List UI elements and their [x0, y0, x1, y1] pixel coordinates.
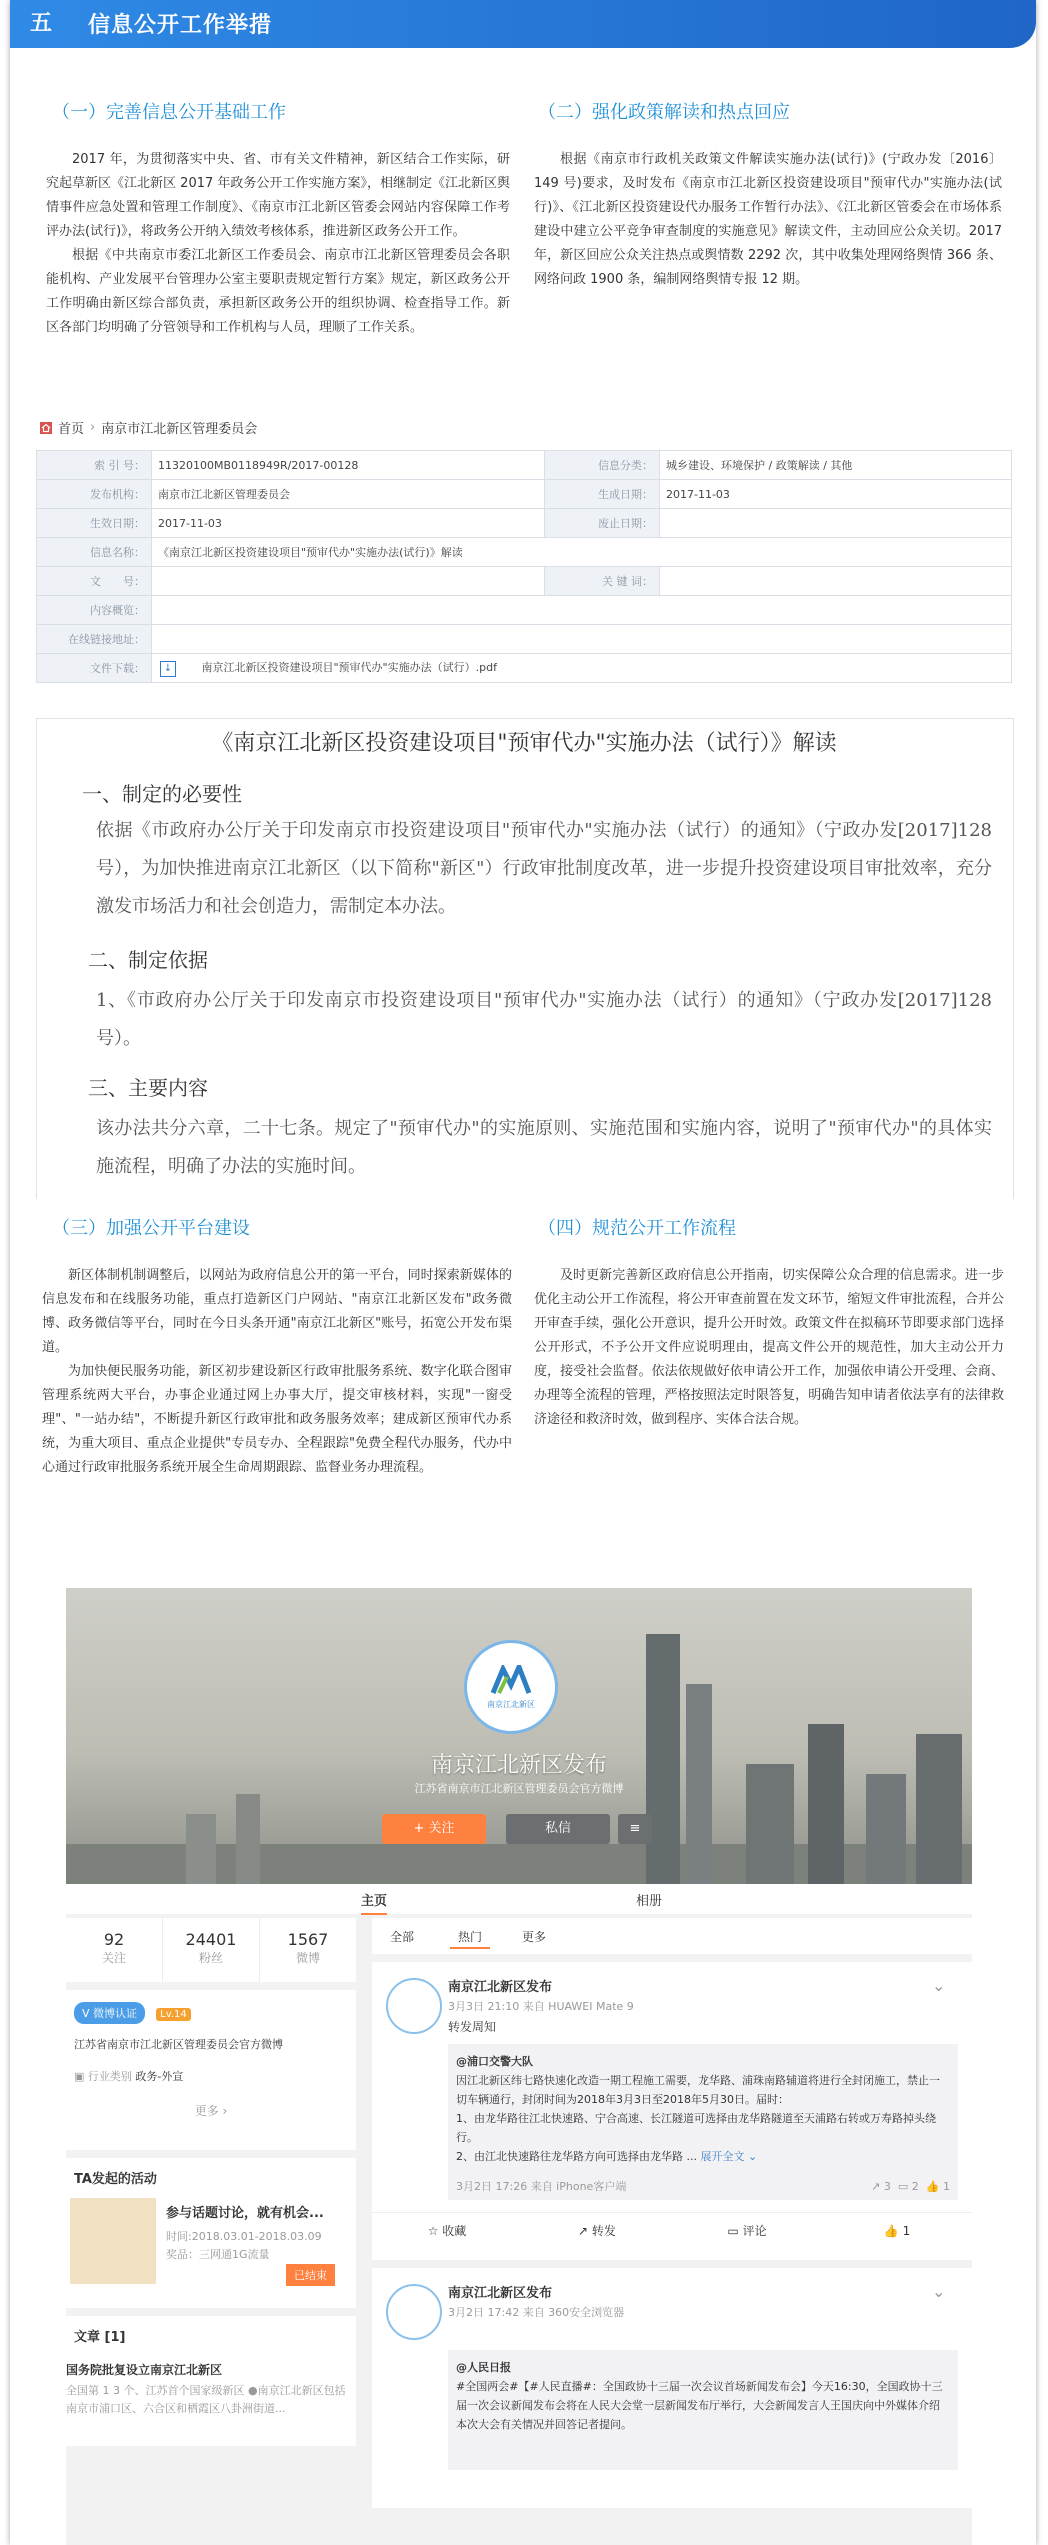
expand-link[interactable]: 展开全文 ⌄: [700, 2150, 758, 2163]
channel-label: 在线链接地址：: [37, 625, 152, 654]
activity-title: TA发起的活动: [74, 2172, 157, 2187]
stat-value: 1567: [287, 1930, 329, 1949]
article-text: 全国第 1 3 个、江苏首个国家级新区 ●南京江北新区包括南京市浦口区、六合区和栖霞区八卦洲街道...: [66, 2384, 346, 2415]
weibo-logo: [464, 1640, 558, 1734]
weibo-post: [372, 1962, 972, 2260]
subsection-2-body: [534, 148, 1002, 292]
breadcrumb: [40, 418, 257, 437]
verify-text: 江苏省南京市江北新区管理委员会官方微博: [74, 2038, 283, 2051]
interpretation-heading-1: 一、制定的必要性: [82, 782, 242, 806]
activity-image: [70, 2198, 156, 2284]
activity-date: 时间:2018.03.01-2018.03.09: [166, 2230, 322, 2243]
home-icon: [40, 422, 52, 434]
interpretation-paragraph-1: 依据《市政府办公厅关于印发南京市投资建设项目"预审代办"实施办法（试行）的通知》（宁政办发[2017]128号），为加快推进南京江北新区（以下简称"新区"）行政审批制度改革，进一步提升投资建设项目审批效率，充分激发市场活力和社会创造力，需制定本办法。: [96, 820, 992, 917]
comment-label: 评论: [742, 2224, 767, 2238]
gen-date-label: 生成日期：: [545, 480, 660, 509]
table-row: [37, 567, 1012, 596]
chevron-right-icon: ›: [90, 420, 96, 435]
file-cell: [152, 654, 1012, 683]
gen-date-value: 2017-11-03: [660, 480, 1012, 509]
tab-home[interactable]: 主页: [361, 1890, 387, 1915]
article-name[interactable]: 国务院批复设立南京江北新区: [66, 2363, 223, 2377]
breadcrumb-current[interactable]: 南京市江北新区管理委员会: [101, 422, 258, 437]
article-card: [66, 2316, 356, 2446]
weibo-screenshot: [66, 1588, 972, 2545]
tab-album[interactable]: 相册: [636, 1894, 663, 1909]
message-button[interactable]: 私信: [506, 1814, 610, 1844]
weibo-account-desc: 江苏省南京市江北新区管理委员会官方微博: [414, 1782, 624, 1795]
subsection-2-title: （二）强化政策解读和热点回应: [538, 102, 790, 123]
activity-status: 已结束: [286, 2264, 335, 2286]
repost-label: 转发: [591, 2224, 616, 2238]
filter-more[interactable]: 更多: [522, 1930, 547, 1944]
chevron-down-icon[interactable]: ⌄: [932, 2282, 946, 2301]
file-download-link[interactable]: 南京江北新区投资建设项目"预审代办"实施办法（试行）.pdf: [201, 661, 497, 674]
eff-date-label: 生效日期：: [37, 509, 152, 538]
info-meta-table: [36, 450, 1012, 683]
industry-label: 行业类别: [87, 2070, 132, 2083]
industry-row: [74, 2068, 348, 2084]
category-label: 信息分类：: [545, 451, 660, 480]
repost-button[interactable]: ↗ 转发: [578, 2224, 616, 2238]
stat-value: 24401: [185, 1930, 237, 1949]
stat-label: 关注: [101, 1951, 126, 1965]
filter-hot[interactable]: 热门: [450, 1926, 490, 1949]
retweet-time: 3月2日 17:26 来自 iPhone客户端: [456, 2180, 627, 2193]
post-author[interactable]: 南京江北新区发布: [448, 1980, 553, 1995]
interpretation-heading-2: 二、制定依据: [88, 948, 208, 972]
subsection-3-title: （三）加强公开平台建设: [52, 1218, 250, 1239]
retweet-text: #全国两会#【#人民直播#：全国政协十三届一次会议首场新闻发布会】今天16:30，全国政协十三届一次会议新闻发布会将在人民大会堂一层新闻发布厅举行，大会新闻发言人王国庆向中外媒体介绍本次大会有关情况并回答记者提问。: [456, 2380, 943, 2431]
paragraph: 2017 年，为贯彻落实中央、省、市有关文件精神，新区结合工作实际，研究起草新区《江北新区 2017 年政务公开工作实施方案》，相继制定《江北新区舆情事件应急处置和管理工作制度》、《南京市江北新区管委会网站内容保障工作考评办法(试行)》，将政务公开纳入绩效考核体系，推进新区政务公开工作。: [46, 152, 510, 239]
menu-button[interactable]: ≡: [618, 1814, 652, 1844]
interpretation-paragraph-2: 1、《市政府办公厅关于印发南京市投资建设项目"预审代办"实施办法（试行）的通知》（宁政办发[2017]128号）。: [96, 990, 992, 1049]
retweet-box: [448, 2044, 958, 2200]
channel-value: [152, 625, 1012, 654]
building: [186, 1814, 216, 1884]
post-time: 3月2日 17:42 来自 360安全浏览器: [448, 2306, 625, 2319]
stat-value: 92: [103, 1930, 125, 1949]
avatar[interactable]: [386, 2284, 442, 2340]
name-label: 信息名称：: [37, 538, 152, 567]
keyword-label: 关 键 词：: [545, 567, 660, 596]
exp-date-value: [660, 509, 1012, 538]
section-header: [10, 0, 1036, 48]
weibo-post: [372, 2268, 972, 2508]
stat-posts[interactable]: [259, 1918, 356, 1982]
more-link[interactable]: 更多 ›: [194, 2104, 228, 2118]
weibo-feed: [372, 1918, 972, 2516]
retweet-line-1: 1、由龙华路往江北快速路、宁合高速、长江隧道可选择由龙华路隧道至天浦路右转或万寿路掉头绕行。: [456, 2112, 936, 2144]
paragraph: 根据《中共南京市委江北新区工作委员会、南京市江北新区管理委员会各职能机构、产业发展平台管理办公室主要职责规定暂行方案》规定，新区政务公开工作明确由新区综合部负责，承担新区政务公开的组织协调、检查指导工作。新区各部门均明确了分管领导和工作机构与人员，理顺了工作关系。: [46, 248, 510, 335]
eff-date-value: 2017-11-03: [152, 509, 545, 538]
retweet-line-2: [456, 2147, 950, 2166]
stat-label: 粉丝: [198, 1951, 223, 1965]
section-number: 五: [30, 11, 53, 36]
comment-count: 2: [911, 2180, 919, 2193]
interpretation-paragraph-3: 该办法共分六章，二十七条。规定了"预审代办"的实施原则、实施范围和实施内容，说明了"预审代办"的具体实施流程，明确了办法的实施时间。: [96, 1118, 992, 1177]
stat-fans[interactable]: [162, 1918, 259, 1982]
interpretation-heading-3: 三、主要内容: [88, 1076, 208, 1100]
interpretation-title: 《南京江北新区投资建设项目"预审代办"实施办法（试行）》解读: [211, 731, 837, 756]
avatar[interactable]: [386, 1978, 442, 2034]
weibo-cover: [66, 1588, 972, 1884]
org-value: 南京市江北新区管理委员会: [152, 480, 545, 509]
subsection-1-body: [46, 148, 510, 340]
post-text: 转发周知: [448, 2020, 497, 2034]
activity-prize: 奖品：三网通1G流量: [166, 2248, 270, 2261]
stat-label: 微博: [295, 1951, 320, 1965]
paragraph: 为加快便民服务功能，新区初步建设新区行政审批服务系统、数字化联合图审管理系统两大平台，办事企业通过网上办事大厅，提交审核材料，实现"一窗受理"、"一站办结"，不断提升新区行政审批和政务服务效率；建成新区预审代办系统，为重大项目、重点企业提供"专员专办、全程跟踪"免费全程代办服务，代办中心通过行政审批服务系统开展全生命周期跟踪、监督业务办理流程。: [42, 1364, 512, 1475]
retweet-text: 因江北新区纬七路快速化改造一期工程施工需要，龙华路、浦珠南路辅道将进行全封闭施工，禁止一切车辆通行，封闭时间为2018年3月3日至2018年5月30日。届时：: [456, 2074, 940, 2106]
activity-name[interactable]: 参与话题讨论，就有机会...: [166, 2206, 324, 2221]
table-row: [37, 480, 1012, 509]
chevron-down-icon[interactable]: ⌄: [932, 1976, 946, 1995]
article-title: 文章 [1]: [74, 2330, 126, 2345]
weibo-tabs: [66, 1884, 972, 1914]
post-time: 3月3日 21:10 来自 HUAWEI Mate 9: [448, 2000, 634, 2013]
share-icon[interactable]: ↗: [871, 2180, 881, 2193]
table-row: [37, 538, 1012, 567]
stats-card: [66, 1918, 356, 1982]
collect-label: 收藏: [442, 2224, 467, 2238]
index-label: 索 引 号：: [37, 451, 152, 480]
download-icon[interactable]: ↓: [160, 661, 176, 677]
comment-icon[interactable]: ▭: [897, 2180, 909, 2193]
table-row: [37, 451, 1012, 480]
collect-button[interactable]: ☆ 收藏: [427, 2224, 467, 2238]
weibo-account-name: 南京江北新区发布: [430, 1753, 607, 1778]
paragraph: 新区体制机制调整后，以网站为政府信息公开的第一平台，同时探索新媒体的信息发布和在线服务功能，重点打造新区门户网站、"南京江北新区发布"政务微博、政务微信等平台，同时在今日头条开通"南京江北新区"账号，拓宽公开发布渠道。: [42, 1268, 512, 1355]
level-badge: Lv.14: [156, 2008, 191, 2021]
feed-filter-bar: [372, 1918, 972, 1954]
retweet-counts: [871, 2177, 950, 2196]
file-label: 文件下载：: [37, 654, 152, 683]
table-row: [37, 596, 1012, 625]
like-label: 1: [902, 2224, 911, 2238]
retweet-line-2-text: 2、由江北快速路往龙华路方向可选择由龙华路 ...: [456, 2150, 697, 2163]
n-logo-icon: [489, 1665, 533, 1695]
name-value: 《南京江北新区投资建设项目"预审代办"实施办法(试行)》解读: [152, 538, 1012, 567]
follow-button[interactable]: + 关注: [382, 1814, 486, 1844]
post-actions: [372, 2212, 972, 2249]
summary-label: 内容概览：: [37, 596, 152, 625]
docno-value: [152, 567, 545, 596]
section-title: 信息公开工作举措: [88, 13, 273, 38]
building: [236, 1794, 260, 1884]
weibo-sidebar: [66, 1918, 356, 2454]
industry-value: 政务-外宣: [135, 2070, 184, 2083]
filter-all[interactable]: 全部: [390, 1930, 415, 1944]
paragraph: 根据《南京市行政机关政策文件解读实施办法(试行)》(宁政办发〔2016〕149 号)要求，及时发布《南京市江北新区投资建设项目"预审代办"实施办法(试行)》、《江北新区投资建设代办服务工作暂行办法》、《江北新区管委会在市场体系建设中建立公平竞争审查制度的实施意见》解读文件，主动回应公众关切。2017 年，新区回应公众关注热点或舆情数 2292 次，其中收集处理网络舆情 366 条、网络问政 1900 条，编制网络舆情专报 12 期。: [534, 152, 1002, 287]
subsection-3-body: [42, 1264, 512, 1480]
exp-date-label: 废止日期：: [545, 509, 660, 538]
activity-card: [66, 2158, 356, 2308]
logo-text: 南京江北新区: [487, 1699, 535, 1709]
subsection-4-title: （四）规范公开工作流程: [538, 1218, 736, 1239]
subsection-1-title: （一）完善信息公开基础工作: [52, 102, 286, 123]
briefcase-icon: ▣: [74, 2070, 88, 2083]
breadcrumb-home[interactable]: 首页: [58, 422, 85, 437]
keyword-value: [660, 567, 1012, 596]
share-count: 3: [883, 2180, 891, 2193]
verify-badge: V 微博认证: [74, 2002, 145, 2024]
stat-following[interactable]: [66, 1918, 162, 1982]
org-label: 发布机构：: [37, 480, 152, 509]
like-count: 1: [943, 2180, 950, 2193]
summary-value: [152, 596, 1012, 625]
like-icon[interactable]: 👍: [925, 2180, 940, 2193]
retweet-author[interactable]: @浦口交警大队: [456, 2055, 533, 2068]
index-value: 11320100MB0118949R/2017-00128: [152, 451, 545, 480]
post-author[interactable]: 南京江北新区发布: [448, 2286, 553, 2301]
comment-button[interactable]: ▭ 评论: [727, 2224, 767, 2238]
verify-card: [66, 1990, 356, 2150]
retweet-author[interactable]: @人民日报: [456, 2361, 511, 2374]
table-row: [37, 625, 1012, 654]
subsection-4-body: [534, 1264, 1004, 1432]
table-row: [37, 654, 1012, 683]
like-button[interactable]: 👍 1: [883, 2224, 911, 2238]
table-row: [37, 509, 1012, 538]
category-value: 城乡建设、环境保护 / 政策解读 / 其他: [660, 451, 1012, 480]
paragraph: 及时更新完善新区政府信息公开指南，切实保障公众合理的信息需求。进一步优化主动公开工作流程，将公开审查前置在发文环节，缩短文件审批流程，合并公开审查手续，强化公开意识，提升公开时效。政策文件在拟稿环节即要求部门选择公开形式，不予公开文件应说明理由，提高文件公开的规范性，加大主动公开力度，接受社会监督。依法依规做好依申请公开工作，加强依申请公开受理、会商、办理等全流程的管理，严格按照法定时限答复，明确告知申请者依法享有的法律救济途径和救济时效，做到程序、实体合法合规。: [534, 1268, 1004, 1427]
retweet-box: [448, 2350, 958, 2470]
docno-label: 文 号：: [37, 567, 152, 596]
